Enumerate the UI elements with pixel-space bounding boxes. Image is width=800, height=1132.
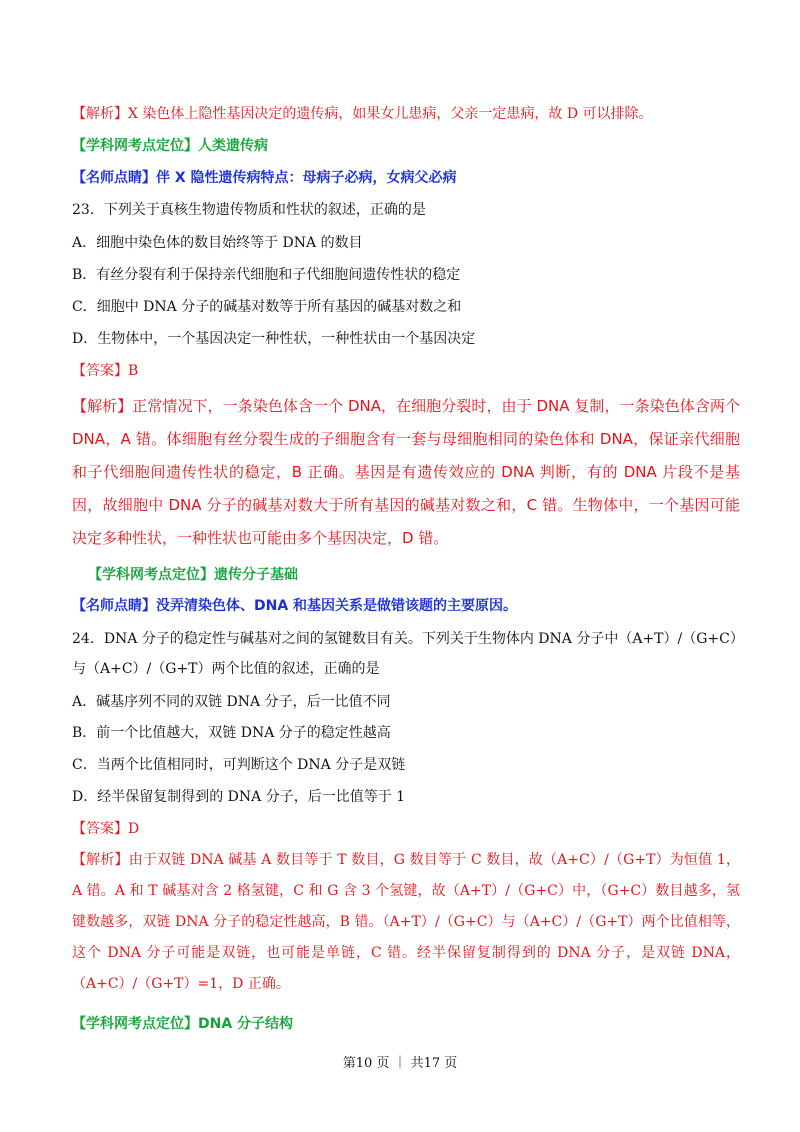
q24-option-a: A．碱基序列不同的双链 DNA 分子，后一比值不同 [72, 694, 391, 710]
q23-option-c: C．细胞中 DNA 分子的碱基对数等于所有基因的碱基对数之和 [72, 299, 462, 315]
q24-analysis: 【解析】由于双链 DNA 碱基 A 数目等于 T 数目，G 数目等于 C 数目，故（A+C）/（G+T）为恒值 1，A 错。A 和 T 碱基对含 2 格氢键，C 和 G 含 3 个氢键，故（A+T）/（G+C）中，（G+C）数目越多，氢键数越多，双链 DNA 分子的稳定性越高，B 错。（A+T）/（G+C）与（A+C）/（G+T）两个比值相等，这个 DNA 分子可能是双链，也可能是单链，C 错。经半保留复制得到的 DNA 分子，是双链 DNA，（A+C）/（G+T）=1，D 正确。 [72, 852, 740, 992]
q23-stem: 23．下列关于真核生物遗传物质和性状的叙述，正确的是 [72, 202, 426, 218]
q24-stem-line2: 与（A+C）/（G+T）两个比值的叙述，正确的是 [72, 661, 380, 677]
q24-option-b: B．前一个比值越大，双链 DNA 分子的稳定性越高 [72, 725, 391, 741]
q23-option-a: A．细胞中染色体的数目始终等于 DNA 的数目 [72, 235, 363, 251]
q24-option-d: D．经半保留复制得到的 DNA 分子，后一比值等于 1 [72, 789, 406, 805]
q23-option-b: B．有丝分裂有利于保持亲代细胞和子代细胞间遗传性状的稳定 [72, 267, 461, 283]
q24-option-c: C．当两个比值相同时，可判断这个 DNA 分子是双链 [72, 757, 406, 773]
q24-answer: 【答案】D [72, 821, 140, 837]
q24-kaodian: 【学科网考点定位】DNA 分子结构 [72, 1016, 294, 1032]
q23-kaodian: 【学科网考点定位】遗传分子基础 [88, 567, 298, 583]
q23-option-d: D．生物体中，一个基因决定一种性状，一种性状由一个基因决定 [72, 331, 476, 347]
kaodian-prev: 【学科网考点定位】人类遗传病 [72, 138, 268, 154]
dianjing-prev: 【名师点睛】伴 X 隐性遗传病特点：母病子必病，女病父必病 [72, 170, 457, 186]
q23-analysis: 【解析】正常情况下，一条染色体含一个 DNA，在细胞分裂时，由于 DNA 复制，一条染色体含两个 DNA，A 错。体细胞有丝分裂生成的子细胞含有一套与母细胞相同的染色体和 DNA，保证亲代细胞和子代细胞间遗传性状的稳定，B 正确。基因是有遗传效应的 DNA 判断，有的 DNA 片段不是基因，故细胞中 DNA 分子的碱基对数大于所有基因的碱基对数之和，C 错。生物体中，一个基因可能决定多种性状，一种性状也可能由多个基因决定，D 错。 [72, 397, 740, 547]
q24-stem-line1: 24．DNA 分子的稳定性与碱基对之间的氢键数目有关。下列关于生物体内 DNA 分子中（A+T）/（G+C） [72, 631, 744, 647]
q23-answer: 【答案】B [72, 363, 139, 379]
q23-dianjing: 【名师点睛】没弄清染色体、DNA 和基因关系是做错该题的主要原因。 [72, 598, 518, 614]
page-footer: 第10 页 ｜ 共17 页 [342, 1056, 458, 1071]
analysis-prev: 【解析】X 染色体上隐性基因决定的遗传病，如果女儿患病，父亲一定患病，故 D 可以排除。 [72, 106, 653, 122]
